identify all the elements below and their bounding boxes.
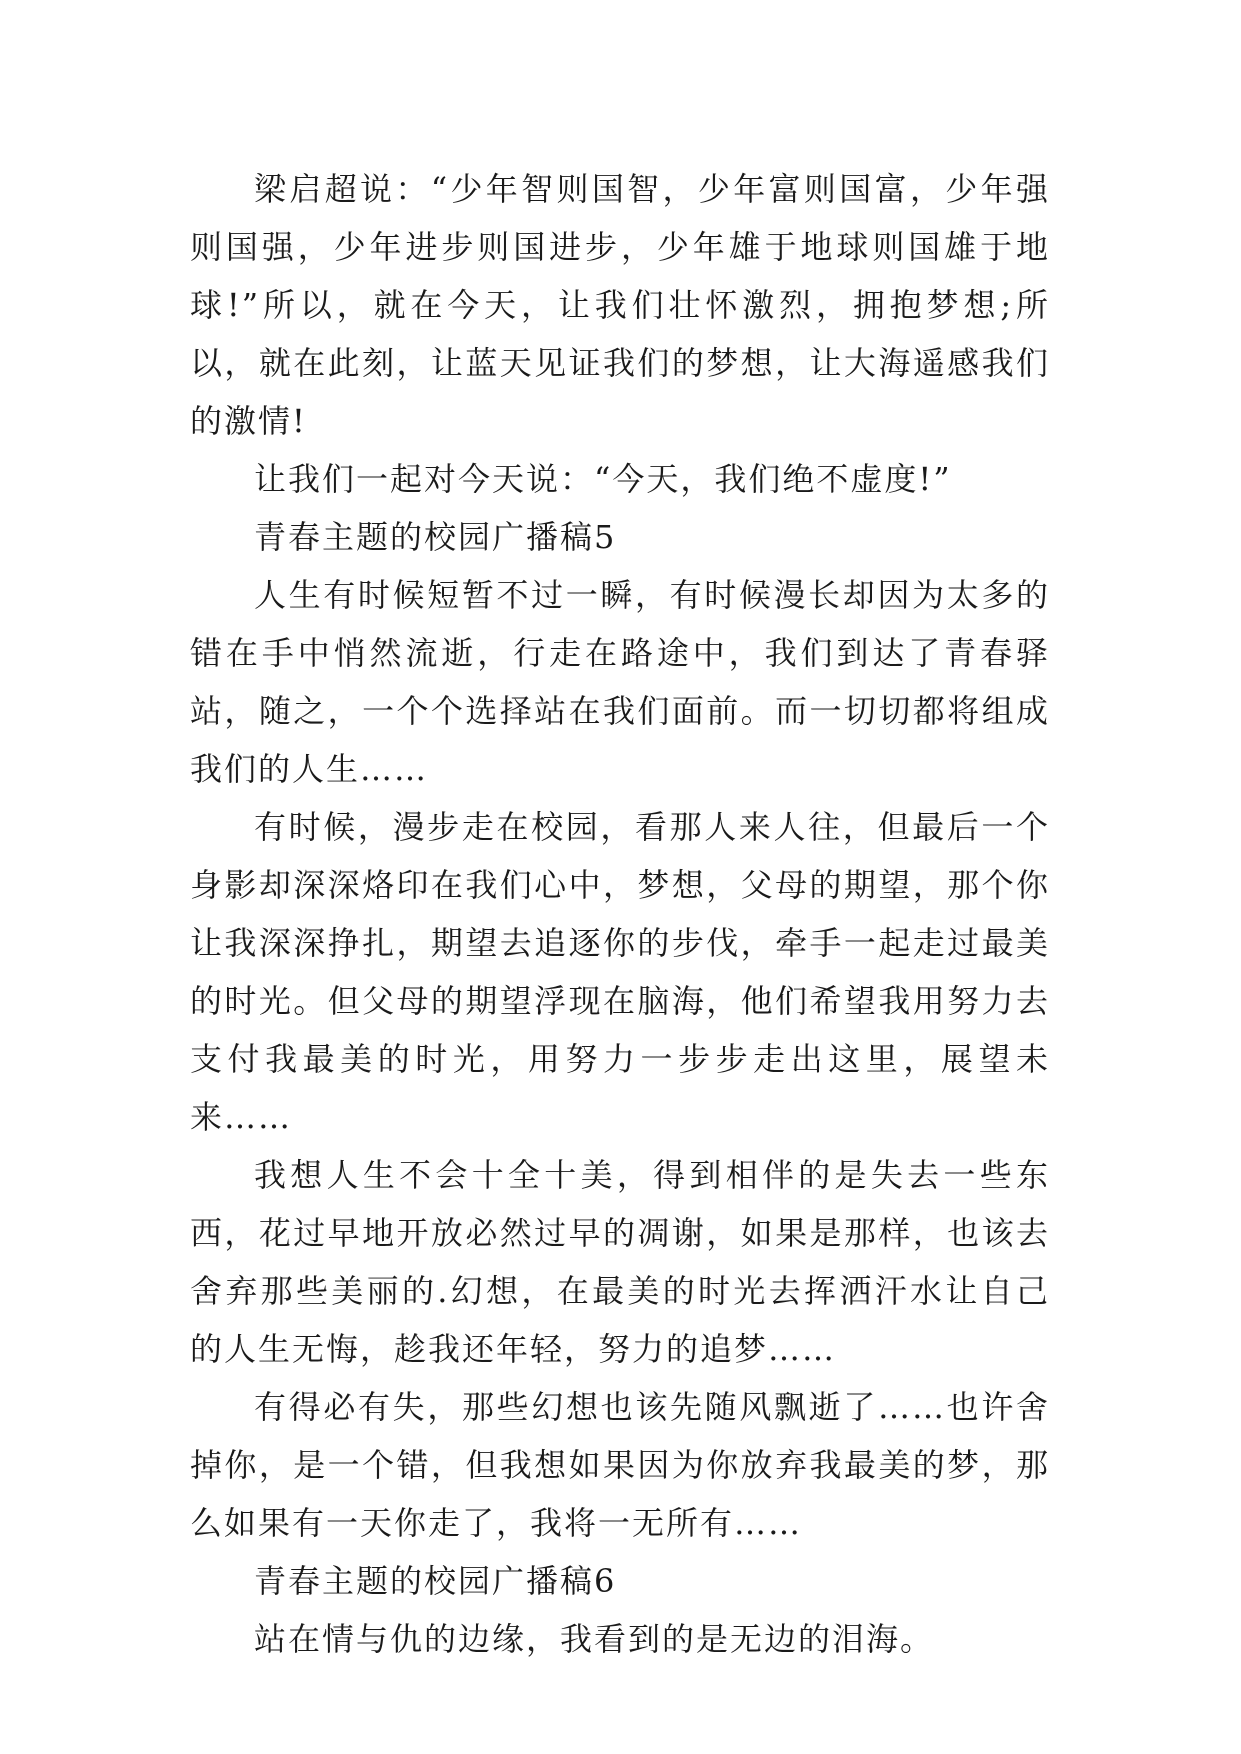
section-heading-5: 青春主题的校园广播稿5 <box>254 518 617 556</box>
paragraph-life-moment: 人生有时候短暂不过一瞬，有时候漫长却因为太多的错在手中悄然流逝，行走在路途中，我们到达了青春驿站，随之，一个个选择站在我们面前。而一切切都将组成我们的人生…… <box>190 576 1050 788</box>
paragraph-liang-qichao-quote: 梁启超说：“少年智则国智，少年富则国富，少年强则国强，少年进步则国进步，少年雄于地球则国雄于地球!”所以，就在今天，让我们壮怀激烈，拥抱梦想;所以，就在此刻，让蓝天见证我们的梦想，让大海遥感我们的激情! <box>190 170 1050 440</box>
paragraph-gain-and-loss: 有得必有失，那些幻想也该先随风飘逝了……也许舍掉你，是一个错，但我想如果因为你放弃我最美的梦，那么如果有一天你走了，我将一无所有…… <box>190 1388 1050 1542</box>
paragraph-campus-walk: 有时候，漫步走在校园，看那人来人往，但最后一个身影却深深烙印在我们心中，梦想，父母的期望，那个你让我深深挣扎，期望去追逐你的步伐，牵手一起走过最美的时光。但父母的期望浮现在脑海，他们希望我用努力去支付我最美的时光，用努力一步步走出这里，展望未来…… <box>190 808 1050 1136</box>
section-heading-6: 青春主题的校园广播稿6 <box>254 1562 617 1600</box>
paragraph-today-pledge: 让我们一起对今天说：“今天，我们绝不虚度!” <box>254 460 952 498</box>
document-body <box>190 160 1050 1668</box>
paragraph-life-not-perfect: 我想人生不会十全十美，得到相伴的是失去一些东西，花过早地开放必然过早的凋谢，如果是那样，也该去舍弃那些美丽的.幻想，在最美的时光去挥洒汗水让自己的人生无悔，趁我还年轻，努力的追梦…… <box>190 1156 1050 1368</box>
paragraph-edge-of-love-hate: 站在情与仇的边缘，我看到的是无边的泪海。 <box>254 1620 935 1658</box>
